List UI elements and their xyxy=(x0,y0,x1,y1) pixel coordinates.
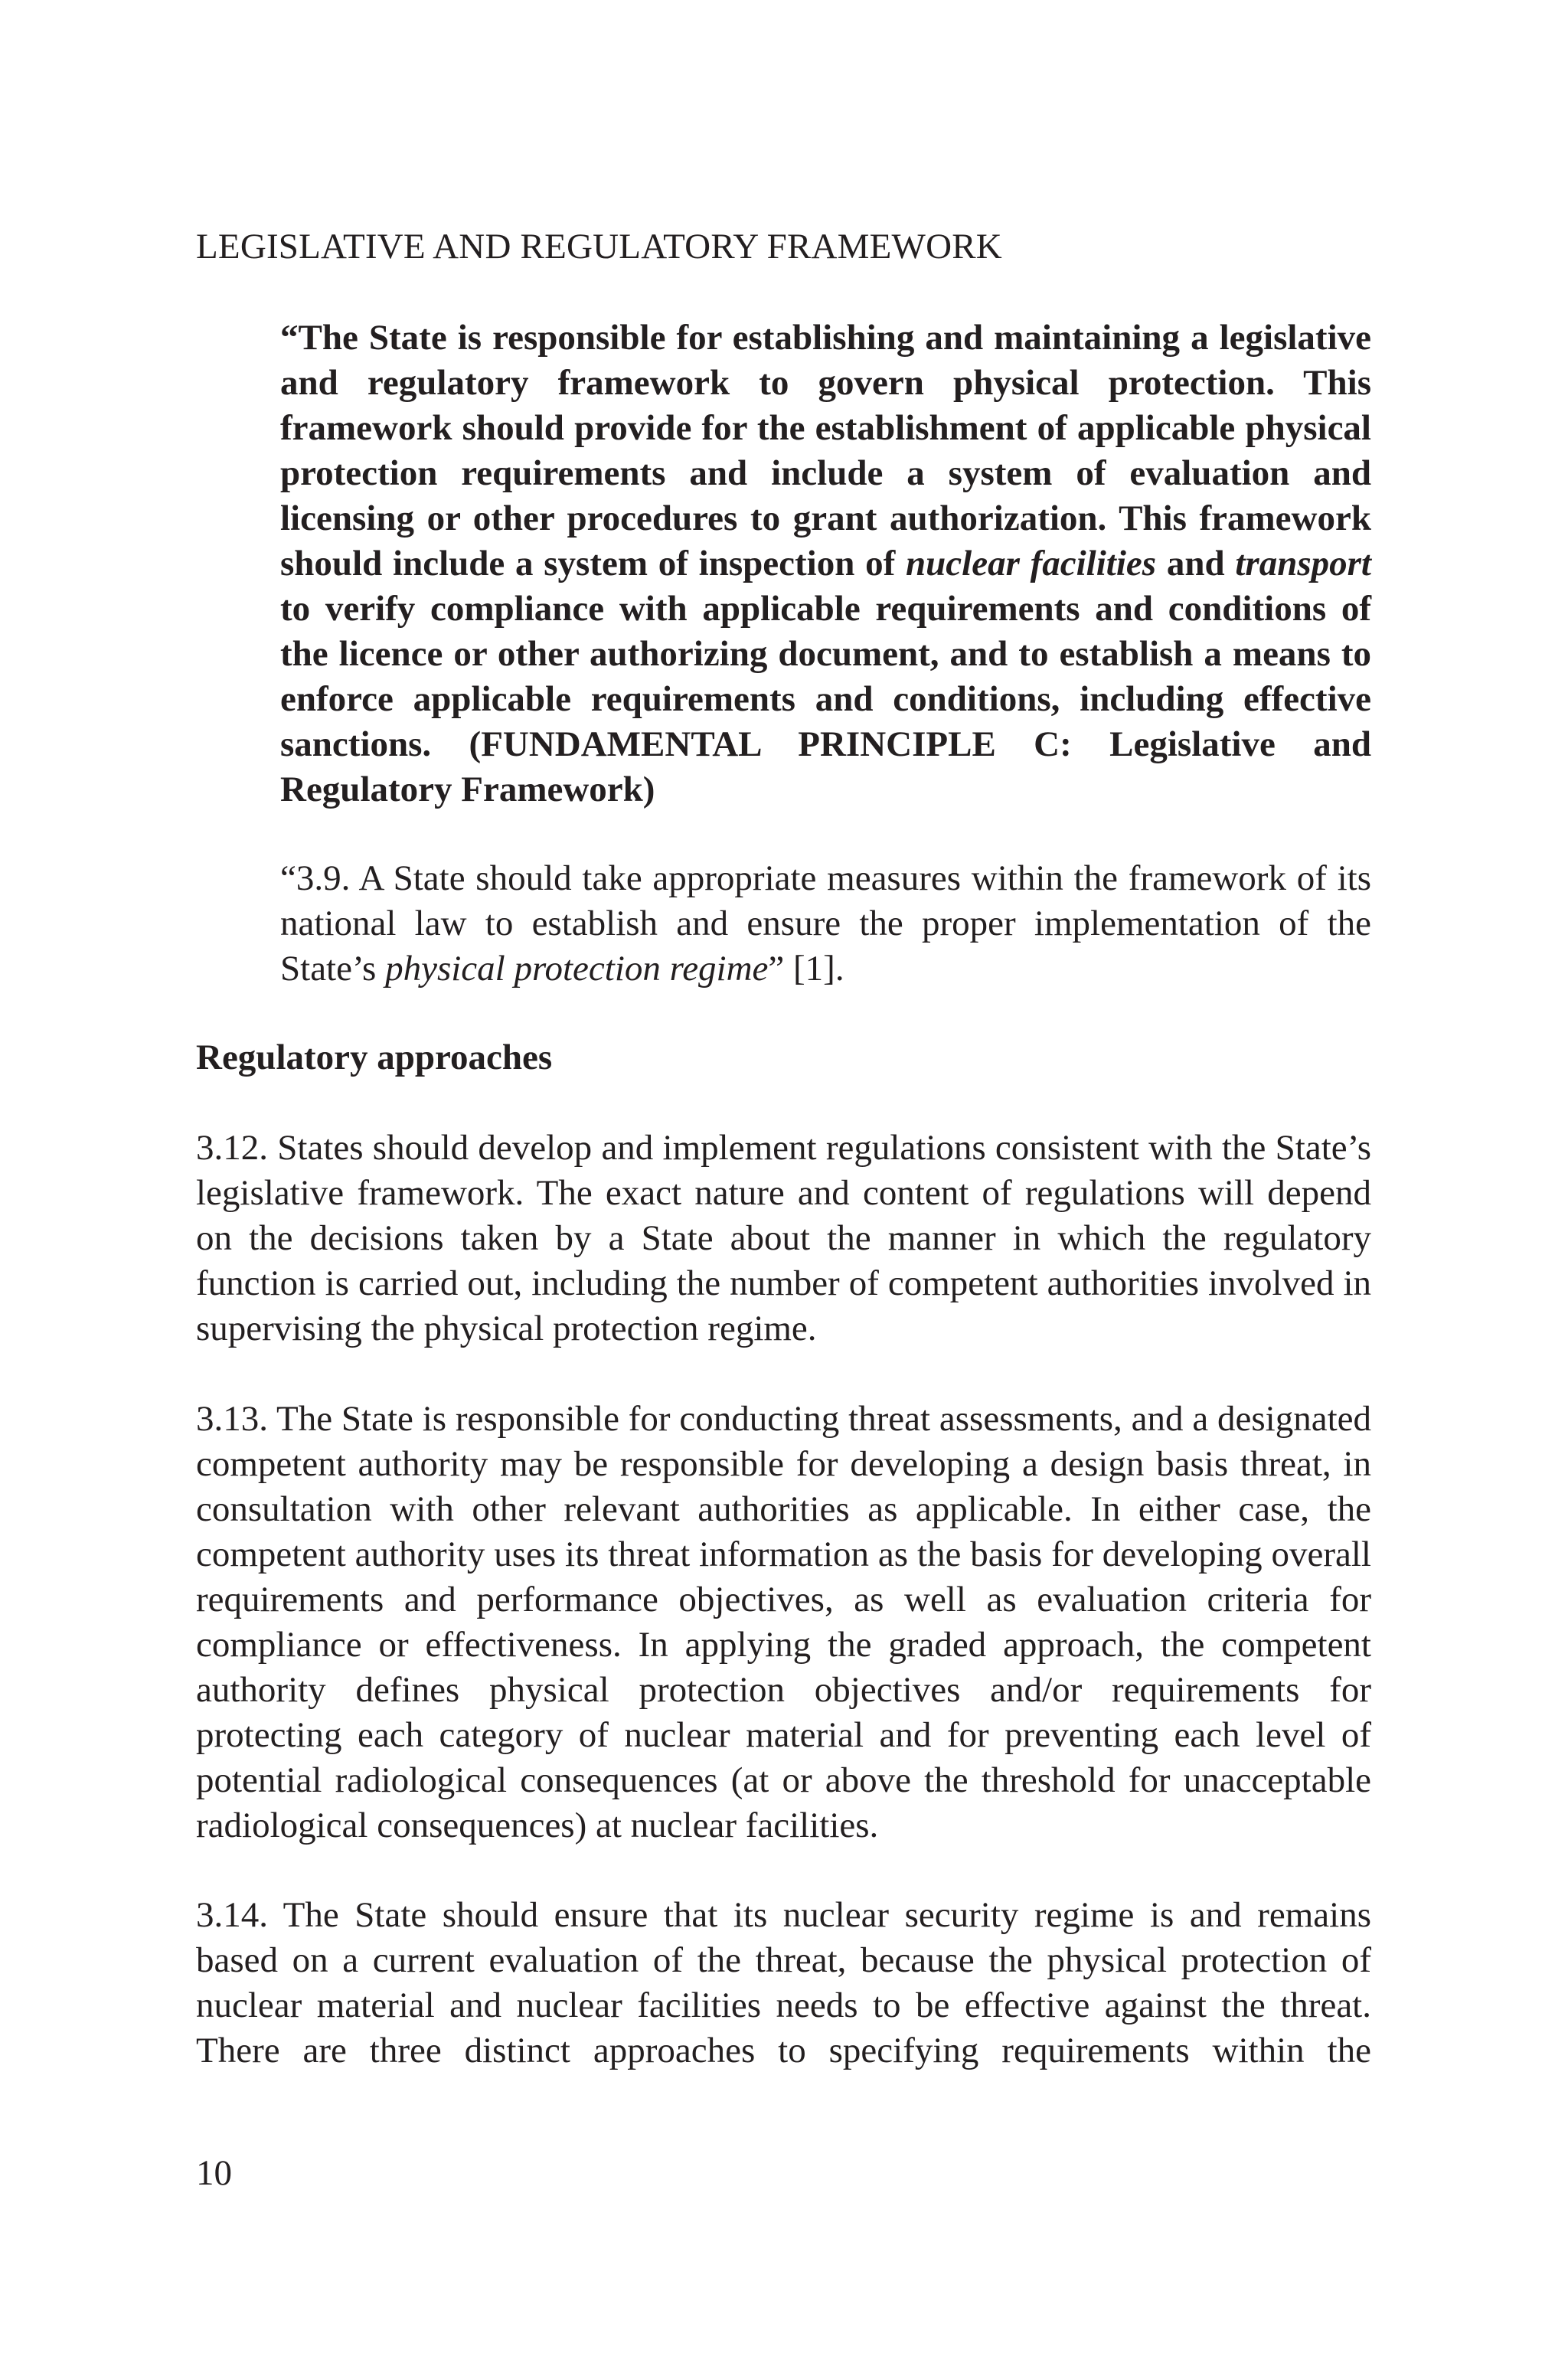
quote-3-9-term: physical protection regime xyxy=(385,949,769,989)
principle-term-nuclear-facilities: nuclear facilities xyxy=(906,544,1157,583)
paragraph-3-12: 3.12. States should develop and implement regulations consistent with the State’s legislative framework. The exact nature and content of regulations will depend on the decisions taken by a State about the manner in which the regulatory function is carried out, including the number of competent authorities involved in supervising the physical protection regime. xyxy=(196,1128,1371,1348)
principle-quote-text-3: to verify compliance with applicable requirements and conditions of the licence or other authorizing document, and to establish a means to enforce applicable requirements and conditions, including effective sanctions. (FUNDAMENTAL PRINCIPLE C: Legislative and Regulatory Framework) xyxy=(280,589,1371,809)
paragraph-3-13: 3.13. The State is responsible for conducting threat assessments, and a designated competent authority may be responsible for developing a design basis threat, in consultation with other relevant authorities as applicable. In either case, the competent authority uses its threat information as the basis for developing overall requirements and performance objectives, as well as evaluation criteria for compliance or effectiveness. In applying the graded approach, the competent authority defines physical protection objectives and/or requirements for protecting each category of nuclear material and for preventing each level of potential radiological consequences (at or above the threshold for unacceptable radiological consequences) at nuclear facilities. xyxy=(196,1399,1371,1845)
paragraph-3-14: 3.14. The State should ensure that its nuclear security regime is and remains based on a current evaluation of the threat, because the physical protection of nuclear material and nuclear facilities needs to be effective against the threat. There are three distinct approaches to specifying requirements within the xyxy=(196,1895,1371,2070)
running-head: LEGISLATIVE AND REGULATORY FRAMEWORK xyxy=(196,227,1002,266)
principle-term-transport: transport xyxy=(1235,544,1371,583)
section-heading: Regulatory approaches xyxy=(196,1038,553,1077)
quote-3-9-text-1: “3.9. A State should take appropriate measures within the framework of its national law to establish and ensure the proper implementation of the State’s xyxy=(280,858,1371,989)
quote-3-9 xyxy=(280,856,1371,992)
principle-quote-text-2: and xyxy=(1156,544,1236,583)
principle-quote-text-1: “The State is responsible for establishing and maintaining a legislative and regulatory framework to govern physical protection. This framework should provide for the establishment of applicable physical protection requirements and include a system of evaluation and licensing or other procedures to grant authorization. This framework should include a system of inspection of xyxy=(280,318,1371,583)
fundamental-principle-quote xyxy=(280,315,1371,812)
quote-3-9-text-2: ” [1]. xyxy=(768,949,844,989)
page-number: 10 xyxy=(196,2153,232,2193)
